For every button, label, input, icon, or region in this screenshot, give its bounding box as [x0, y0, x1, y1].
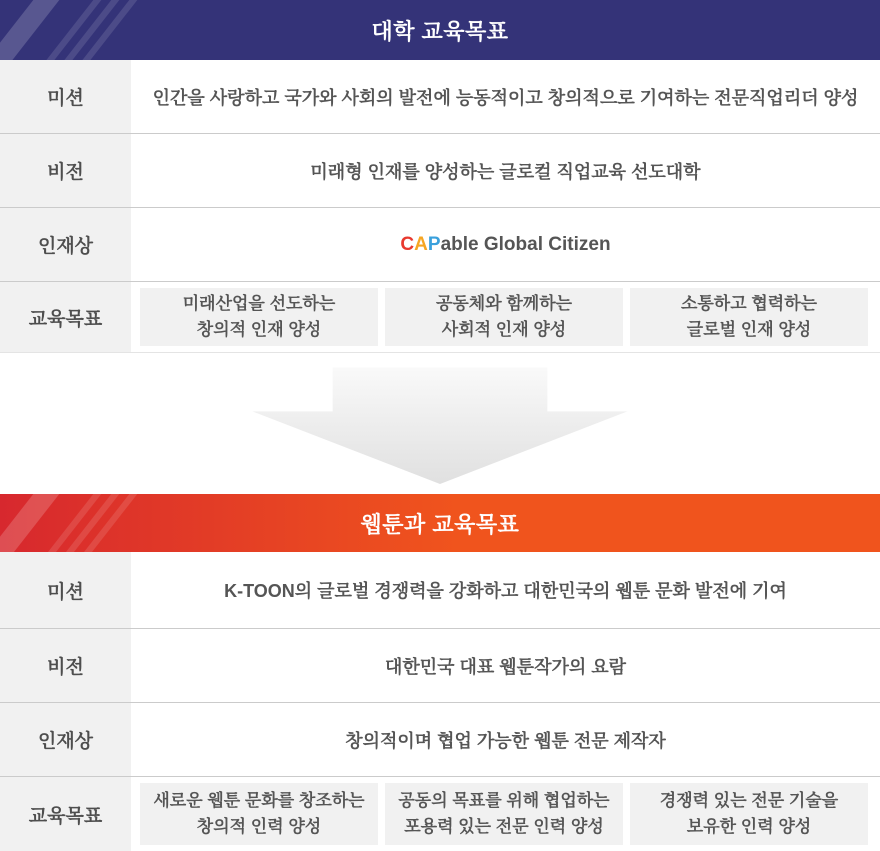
capable-letter-c: C	[400, 233, 415, 255]
row-label: 비전	[0, 629, 131, 702]
goal-line: 미래산업을 선도하는	[182, 294, 336, 313]
row-talent	[0, 208, 880, 282]
capable-letter-p: P	[427, 233, 441, 255]
goal-box	[385, 783, 623, 845]
webtoon-section-header	[0, 494, 880, 552]
row-text: 인간을 사랑하고 국가와 사회의 발전에 능동적이고 창의적으로 기여하는 전문직업리더 양성	[152, 87, 859, 108]
goal-line: 공동의 목표를 위해 협업하는	[398, 791, 610, 810]
university-section-header	[0, 0, 880, 60]
flow-arrow-container	[0, 365, 880, 484]
row-text: 미래형 인재를 양성하는 글로컬 직업교육 선도대학	[310, 161, 701, 182]
row-text: K-TOON의 글로벌 경쟁력을 강화하고 대한민국의 웹툰 문화 발전에 기여	[224, 581, 787, 601]
goal-line: 보유한 인력 양성	[686, 817, 812, 836]
section-title: 대학 교육목표	[371, 18, 509, 44]
down-arrow-icon	[0, 365, 880, 484]
spacer	[0, 484, 880, 494]
section-title: 웹툰과 교육목표	[360, 511, 520, 537]
goals-list	[131, 777, 880, 851]
goal-line: 공동체와 함께하는	[435, 294, 573, 313]
goal-line: 포용력 있는 전문 인력 양성	[404, 817, 604, 836]
goal-box	[140, 288, 378, 346]
row-text: 창의적이며 협업 가능한 웹툰 전문 제작자	[345, 730, 666, 751]
row-label: 인재상	[0, 703, 131, 776]
row-label: 미션	[0, 60, 131, 133]
goal-box	[630, 288, 868, 346]
capable-letter-a: A	[414, 233, 428, 255]
goal-line: 창의적 인력 양성	[196, 817, 322, 836]
goal-line: 창의적 인재 양성	[196, 320, 322, 339]
goal-line: 경쟁력 있는 전문 기술을	[659, 791, 839, 810]
goal-line: 글로벌 인재 양성	[686, 320, 812, 339]
row-label: 교육목표	[0, 282, 131, 352]
goals-list	[131, 282, 880, 352]
goal-box	[385, 288, 623, 346]
row-goals	[0, 777, 880, 851]
row-mission	[0, 552, 880, 629]
capable-rest: able Global Citizen	[440, 233, 611, 255]
row-vision	[0, 134, 880, 208]
row-text: 대한민국 대표 웹툰작가의 요람	[384, 656, 627, 677]
row-label: 인재상	[0, 208, 131, 281]
row-label: 교육목표	[0, 777, 131, 851]
row-label: 미션	[0, 552, 131, 628]
spacer	[0, 353, 880, 365]
goal-line: 사회적 인재 양성	[441, 320, 567, 339]
row-vision	[0, 629, 880, 703]
webtoon-goals-section	[0, 494, 880, 851]
capable-global-citizen-text	[131, 208, 880, 281]
goal-line: 새로운 웹툰 문화를 창조하는	[153, 791, 365, 810]
goal-box	[630, 783, 868, 845]
row-label: 비전	[0, 134, 131, 207]
goal-line: 소통하고 협력하는	[680, 294, 818, 313]
university-goals-section	[0, 0, 880, 353]
row-talent	[0, 703, 880, 777]
row-goals	[0, 282, 880, 353]
goal-box	[140, 783, 378, 845]
row-mission	[0, 60, 880, 134]
